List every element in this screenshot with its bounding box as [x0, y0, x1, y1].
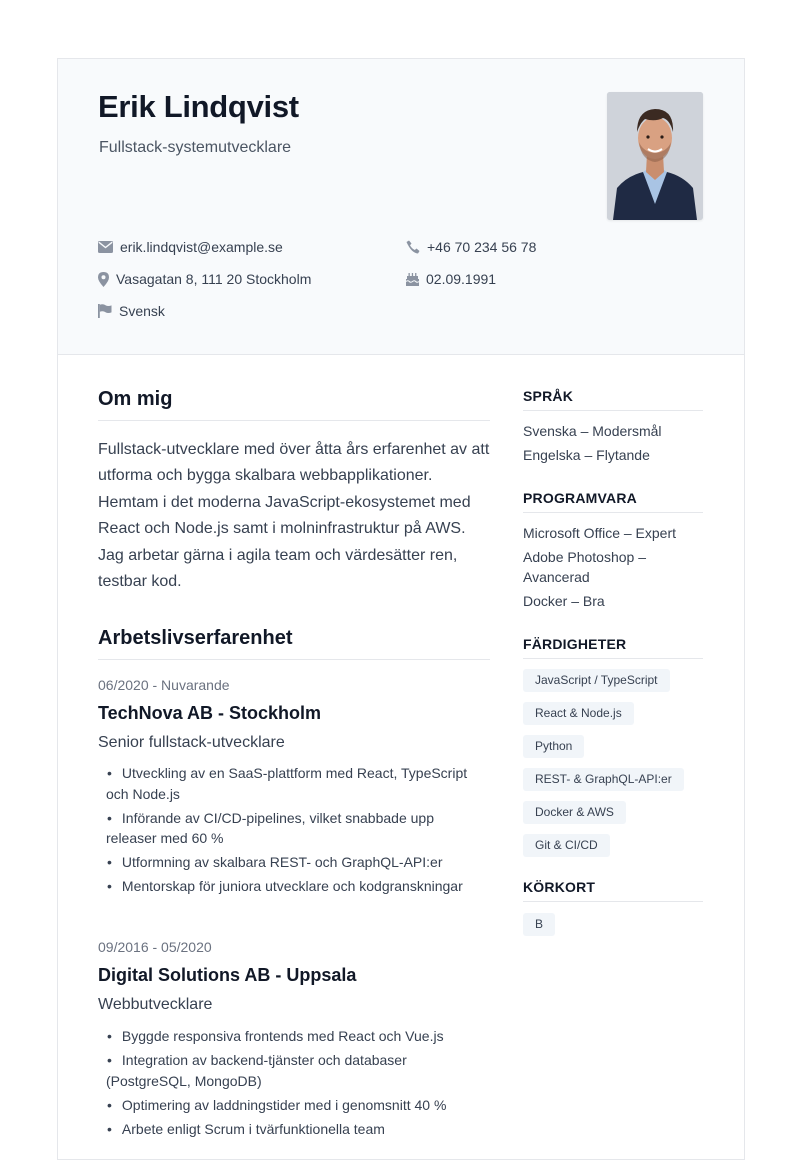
- contact-birthdate: [406, 271, 496, 287]
- about-text: Fullstack-utvecklare med över åtta års erfarenhet av att utforma och bygga skalbara webbapplikationer. Hemtam i det moderna JavaScript-ekosystemet med React och Node.js samt i molninfrastruktur på AWS. Jag arbetar gärna i agila team och värdesätter ren, testbar kod.: [98, 441, 490, 591]
- flag-icon: [98, 304, 112, 318]
- contact-birthdate-text: 02.09.1991: [426, 271, 497, 287]
- envelope-icon: [98, 241, 113, 253]
- job-date: 06/2020 - Nuvarande: [98, 677, 230, 693]
- job-bullet: • Utformning av skalbara REST- och GraphQL-API:er: [106, 852, 486, 873]
- software-item: Microsoft Office – Expert: [523, 525, 677, 541]
- job-date: 09/2016 - 05/2020: [98, 939, 212, 955]
- job-bullet: • Integration av backend-tjänster och databaser (PostgreSQL, MongoDB): [106, 1050, 486, 1091]
- map-pin-icon: [98, 272, 109, 287]
- software-item: Adobe Photoshop – Avancerad: [523, 549, 646, 585]
- job-bullets: [106, 1026, 486, 1143]
- section-heading-experience: Arbetslivserfarenhet: [98, 627, 490, 660]
- job-bullets: [106, 763, 486, 900]
- job-bullet: • Mentorskap för juniora utvecklare och kodgranskningar: [106, 876, 486, 897]
- job-bullet: • Optimering av laddningstider med i genomsnitt 40 %: [106, 1095, 486, 1116]
- phone-icon: [406, 240, 420, 254]
- birthday-cake-icon: [406, 272, 419, 286]
- skill-tag: Python: [523, 735, 584, 758]
- language-list: [523, 421, 703, 469]
- license-tags: [523, 913, 703, 946]
- sidebar-heading-languages: SPRÅK: [523, 388, 703, 411]
- skill-tag: React & Node.js: [523, 702, 634, 725]
- contact-phone-text: +46 70 234 56 78: [427, 239, 537, 255]
- contact-email[interactable]: [98, 239, 283, 255]
- job-bullet: • Införande av CI/CD-pipelines, vilket snabbade upp releaser med 60 %: [106, 808, 486, 849]
- job-role: Webbutvecklare: [98, 996, 213, 1013]
- contact-nationality-text: Svensk: [119, 303, 165, 319]
- job-title: Fullstack-systemutvecklare: [99, 139, 292, 156]
- job-company: TechNova AB - Stockholm: [98, 703, 322, 723]
- language-item: Engelska – Flytande: [523, 447, 650, 463]
- job-bullet: • Arbete enligt Scrum i tvärfunktionella team: [106, 1119, 486, 1140]
- job-bullet: • Utveckling av en SaaS-plattform med React, TypeScript och Node.js: [106, 763, 486, 804]
- profile-photo: [607, 92, 703, 220]
- contact-phone[interactable]: [406, 239, 536, 255]
- skill-tag: REST- & GraphQL-API:er: [523, 768, 684, 791]
- resume-page: [57, 58, 745, 1160]
- sidebar-heading-license: KÖRKORT: [523, 879, 703, 902]
- skill-tag: Docker & AWS: [523, 801, 626, 824]
- sidebar-heading-software: PROGRAMVARA: [523, 490, 703, 513]
- job-role: Senior fullstack-utvecklare: [98, 734, 285, 751]
- skill-tag: Git & CI/CD: [523, 834, 610, 857]
- contact-address-text: Vasagatan 8, 111 20 Stockholm: [116, 271, 312, 287]
- contact-email-text: erik.lindqvist@example.se: [120, 239, 283, 255]
- skill-tag: JavaScript / TypeScript: [523, 669, 670, 692]
- section-heading-about: Om mig: [98, 388, 490, 421]
- license-tag: B: [523, 913, 555, 936]
- sidebar-heading-skills: FÄRDIGHETER: [523, 636, 703, 659]
- skill-tags: [523, 669, 703, 867]
- software-list: [523, 523, 703, 615]
- person-name: Erik Lindqvist: [98, 89, 299, 124]
- job-bullet: • Byggde responsiva frontends med React och Vue.js: [106, 1026, 486, 1047]
- resume-header: [58, 59, 744, 355]
- contact-address: [98, 271, 311, 287]
- language-item: Svenska – Modersmål: [523, 423, 662, 439]
- profile-photo-image: [607, 92, 703, 220]
- job-company: Digital Solutions AB - Uppsala: [98, 965, 357, 985]
- software-item: Docker – Bra: [523, 593, 605, 609]
- contact-nationality: [98, 303, 165, 319]
